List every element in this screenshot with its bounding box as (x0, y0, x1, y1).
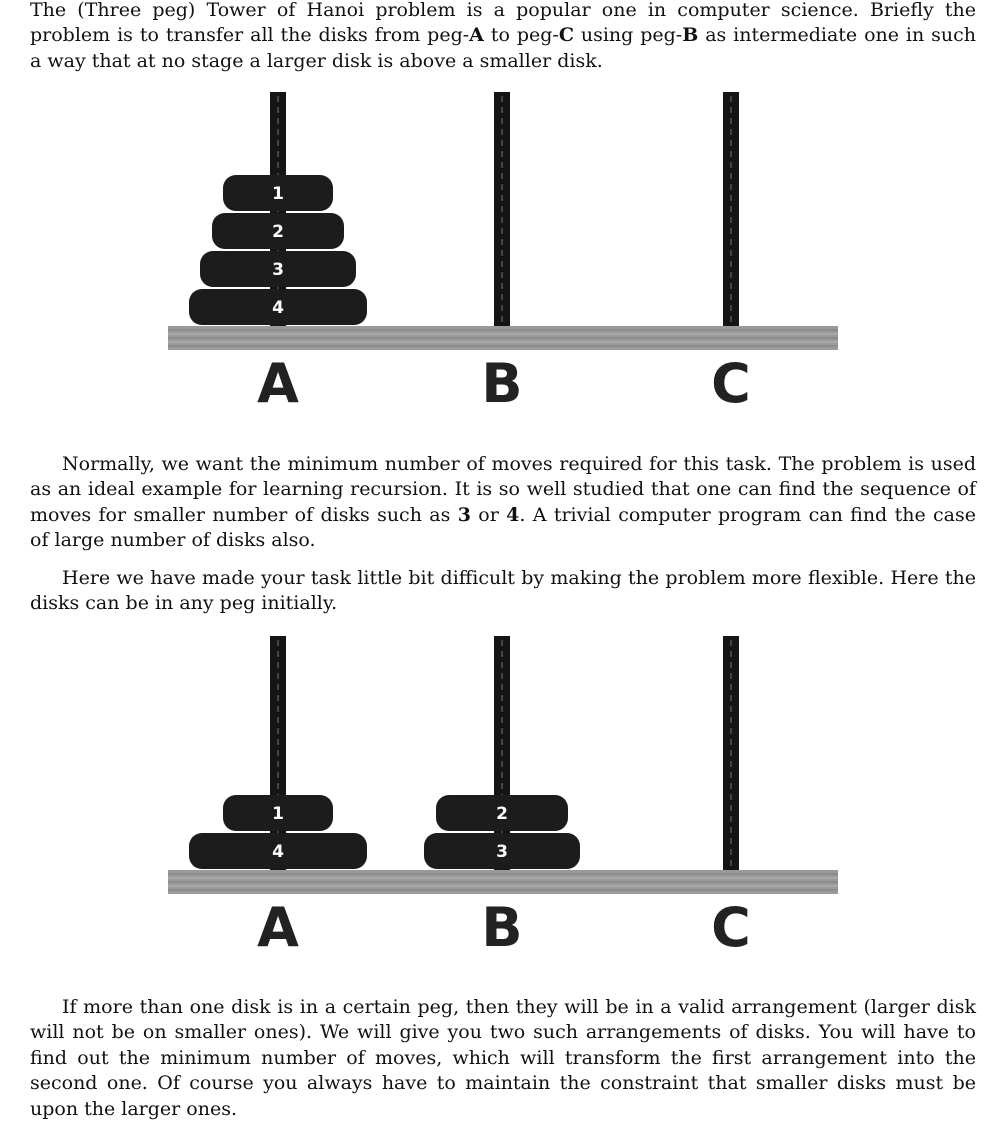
recursion-paragraph (30, 452, 976, 554)
disk-1-label: 1 (272, 804, 284, 824)
p2-run-0: Normally, we want the minimum number of moves required for this task. The problem is used as an ideal example for learning recursion. It is so well studied that one can find the sequence of moves for smaller number of disks such as (30, 453, 976, 526)
peg-b-letter: B (481, 352, 523, 415)
disk-4-label: 4 (272, 298, 284, 318)
peg-a-letter: A (257, 896, 299, 959)
disk-1-label: 1 (272, 184, 284, 204)
p1-run-2: to peg- (483, 24, 559, 47)
p1-run-0: The (Three peg) Tower of Hanoi problem is a popular one in computer science. Briefly the problem is to transfer all the disks from peg- (30, 0, 976, 47)
intro-paragraph (30, 0, 976, 74)
hanoi-figure-1 (0, 88, 1006, 418)
p1-run-1: A (469, 24, 484, 47)
peg-c-letter: C (711, 896, 751, 959)
p2-run-1: 3 (457, 503, 471, 526)
p1-run-3: C (558, 24, 574, 47)
hanoi-figure-2-svg (0, 632, 1006, 962)
arrangement-paragraph (30, 995, 976, 1122)
p2-run-4: . A trivial computer program can find the case of large number of disks also. (30, 503, 976, 552)
disk-2-label: 2 (496, 804, 508, 824)
peg-b-letter: B (481, 896, 523, 959)
p2-run-2: or (470, 503, 507, 526)
disk-3-label: 3 (496, 842, 508, 862)
flexible-paragraph (30, 566, 976, 617)
peg-c-letter: C (711, 352, 751, 415)
p1-run-5: B (682, 24, 699, 47)
peg-a-letter: A (257, 352, 299, 415)
disk-3-label: 3 (272, 260, 284, 280)
hanoi-figure-2 (0, 632, 1006, 962)
disk-2-label: 2 (272, 222, 284, 242)
p3-run-0: Here we have made your task little bit difficult by making the problem more flexible. Here the disks can be in any peg initially. (30, 567, 976, 615)
p1-run-4: using peg- (573, 24, 683, 47)
hanoi-figure-1-svg (0, 88, 1006, 418)
disk-4-label: 4 (272, 842, 284, 862)
p1-run-6: as intermediate one in such a way that at no stage a larger disk is above a smaller disk. (30, 24, 976, 72)
p2-run-3: 4 (506, 503, 520, 526)
p4-run-0: If more than one disk is in a certain peg, then they will be in a valid arrangement (larger disk will not be on smaller ones). We will give you two such arrangements of disks. You will have to find out the minimum number of moves, which will transform the first arrangement into the second one. Of course you always have to maintain the constraint that smaller disks must be upon the larger ones. (30, 996, 976, 1120)
